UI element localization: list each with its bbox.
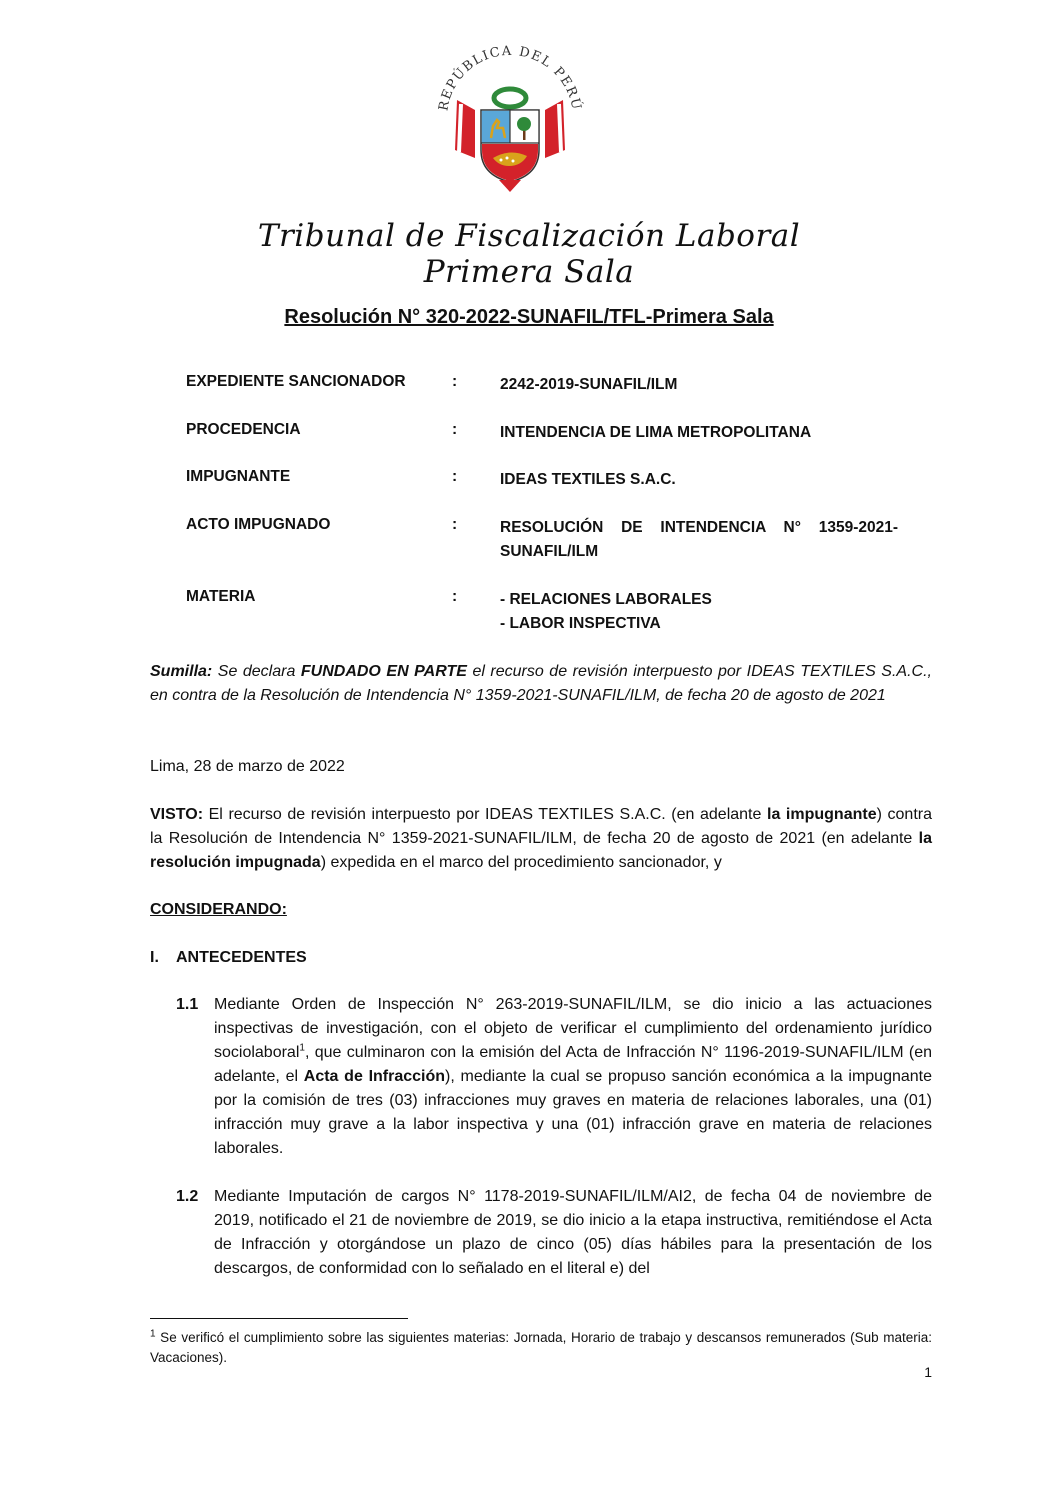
meta-key: MATERIA [186,588,256,605]
footnote-ref[interactable]: 1 [299,1042,305,1054]
considerando-heading: CONSIDERANDO: [150,901,287,918]
meta-value: INTENDENCIA DE LIMA METROPOLITANA [500,424,812,441]
item-bold: Acta de Infracción [303,1068,446,1085]
visto-bold: la resolución impugnada [150,830,932,871]
coat-of-arms-peru-icon [425,40,595,200]
section-title: ANTECEDENTES [176,949,307,966]
visto-bold: la impugnante [767,806,877,823]
visto-label: VISTO: [150,806,204,823]
materia-item: - LABOR INSPECTIVA [500,615,661,632]
meta-value: 2242-2019-SUNAFIL/ILM [500,376,678,393]
sumilla-text: Se declara [212,663,301,680]
meta-key: IMPUGNANTE [186,468,291,485]
footnote-mark: 1 [150,1328,156,1340]
tribunal-title: Tribunal de Fiscalización Laboral [257,218,801,254]
meta-colon: : [452,373,458,390]
meta-colon: : [452,588,458,605]
item-body: Mediante Imputación de cargos N° 1178-2019-SUNAFIL/ILM/AI2, de fecha 04 de noviembre de 2019, notificado el 21 de noviembre de 2019, se dio inicio a la etapa instructiva, remitiéndose el Acta de Infracción y otorgándose un plazo de cinco (05) días hábiles para la presentación de los descargos, de conformidad con lo señalado en el literal e) del [214,1188,932,1277]
item-text: ), mediante la cual se propuso sanción económica a la impugnante por la comisión de tres (03) infracciones muy graves en materia de relaciones laborales, una (01) infracción muy grave a la labor inspectiva y una (01) infracción grave en materia de relaciones laborales. [214,1068,932,1157]
item-number: 1.1 [176,996,199,1013]
meta-value-list [500,588,904,636]
sumilla-paragraph [150,660,932,708]
meta-colon: : [452,421,458,438]
footnote-divider [150,1318,408,1319]
meta-colon: : [452,516,458,533]
meta-key: PROCEDENCIA [186,421,301,438]
visto-text: ) contra la Resolución de Intendencia N° 1359-2021-SUNAFIL/ILM, de fecha 20 de agosto de 2021 (en adelante [150,806,932,847]
section-number: I. [150,949,159,966]
sumilla-label: Sumilla: [150,663,213,680]
item-text: , que culminaron con la emisión del Acta de Infracción N° 1196-2019-SUNAFIL/ILM (en adelante, el [214,1044,932,1085]
meta-value: IDEAS TEXTILES S.A.C. [500,471,676,488]
section-heading-antecedentes [150,946,932,970]
item-number: 1.2 [176,1188,199,1205]
meta-key: EXPEDIENTE SANCIONADOR [186,373,406,390]
footnote-text: Se verificó el cumplimiento sobre las siguientes materias: Jornada, Horario de trabajo y descansos remunerados (Sub materia: Vacaciones). [150,1330,932,1365]
footnote [150,1328,932,1368]
visto-text: El recurso de revisión interpuesto por IDEAS TEXTILES S.A.C. (en adelante [203,806,767,823]
item-body [214,993,932,1161]
meta-key: ACTO IMPUGNADO [186,516,331,533]
sala-title: Primera Sala [423,254,635,290]
sumilla-verdict: FUNDADO EN PARTE [300,663,467,680]
visto-text: ) expedida en el marco del procedimiento sancionador, y [320,854,722,871]
resolution-title: Resolución N° 320-2022-SUNAFIL/TFL-Primera Sala [284,306,774,328]
meta-value: RESOLUCIÓN DE INTENDENCIA N° 1359-2021-SUNAFIL/ILM [500,519,898,560]
visto-paragraph [150,803,932,875]
date-line: Lima, 28 de marzo de 2022 [150,758,345,775]
item-text: Mediante Orden de Inspección N° 263-2019-SUNAFIL/ILM, se dio inicio a las actuaciones inspectivas de investigación, con el objeto de verificar el cumplimiento del ordenamiento jurídico sociolaboral [214,996,932,1061]
seal-legend: REPÚBLICA DEL PERÚ [436,43,584,113]
materia-item: - RELACIONES LABORALES [500,591,712,608]
meta-colon: : [452,468,458,485]
sumilla-text: el recurso de revisión interpuesto por IDEAS TEXTILES S.A.C., en contra de la Resolución de Intendencia N° 1359-2021-SUNAFIL/ILM, de fecha 20 de agosto de 2021 [150,663,932,704]
page-number: 1 [924,1364,932,1380]
